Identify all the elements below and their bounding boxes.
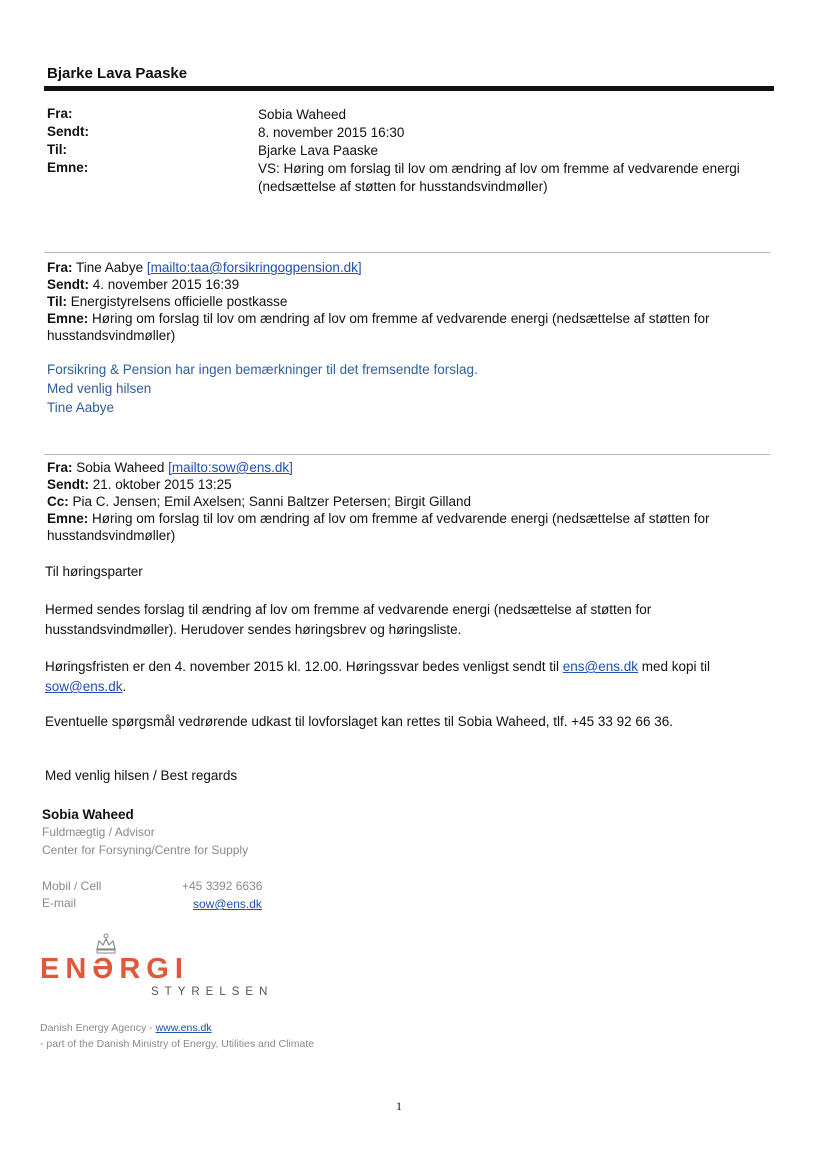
cc-value: Pia C. Jensen; Emil Axelsen; Sanni Baltzer Petersen; Birgit Gilland	[72, 494, 471, 509]
from-label: Fra:	[47, 460, 73, 475]
paragraph-2	[45, 657, 775, 697]
agency-text: Danish Energy Agency -	[40, 1022, 156, 1034]
greeting: Til høringsparter	[45, 564, 143, 579]
mailto-link[interactable]: [mailto:sow@ens.dk]	[168, 460, 293, 475]
energistyrelsen-logo-word: ENƏRGI	[40, 953, 189, 985]
to-label: Til:	[47, 142, 67, 157]
closing: Med venlig hilsen / Best regards	[45, 768, 238, 783]
subject-value: Høring om forslag til lov om ændring af lov om fremme af vedvarende energi (nedsættelse af støtten for husstandsvindmøller)	[47, 311, 710, 343]
subject-label: Emne:	[47, 511, 89, 526]
subject-value: Høring om forslag til lov om ændring af lov om fremme af vedvarende energi (nedsættelse af støtten for husstandsvindmøller)	[47, 511, 710, 543]
header-rule	[44, 86, 774, 91]
signature-title: Fuldmægtig / Advisor	[42, 825, 155, 839]
paragraph-2-text: med kopi til	[638, 659, 711, 674]
ens-email-link[interactable]: ens@ens.dk	[562, 659, 639, 674]
signature-name: Sobia Waheed	[42, 807, 134, 822]
message-separator	[44, 252, 770, 253]
mailto-link[interactable]: [mailto:taa@forsikringogpension.dk]	[146, 260, 362, 275]
sent-label: Sendt:	[47, 277, 89, 292]
signature-email-link[interactable]: sow@ens.dk	[193, 897, 262, 911]
to-value: Bjarke Lava Paaske	[258, 143, 379, 158]
ens-website-link[interactable]: www.ens.dk	[155, 1022, 212, 1034]
sent-value: 4. november 2015 16:39	[92, 277, 240, 292]
message-separator	[44, 454, 770, 455]
subject-label: Emne:	[47, 311, 89, 326]
page-number: 1	[396, 1099, 402, 1113]
email-label: E-mail	[42, 896, 77, 910]
signature-department: Center for Forsyning/Centre for Supply	[42, 843, 249, 857]
subject-value: VS: Høring om forslag til lov om ændring af lov om fremme af vedvarende energi (nedsættelse af støtten for husstandsvindmøller)	[258, 161, 740, 194]
body-line: Forsikring & Pension har ingen bemærkninger til det fremsendte forslag.	[47, 362, 478, 377]
to-value: Energistyrelsens officielle postkasse	[70, 294, 288, 309]
paragraph-1: Hermed sendes forslag til ændring af lov om fremme af vedvarende energi (nedsættelse af støtten for husstandsvindmøller). Herudover sendes høringsbrev og høringsliste.	[45, 602, 652, 637]
subject-label: Emne:	[47, 160, 89, 175]
sent-label: Sendt:	[47, 124, 89, 139]
to-label: Til:	[47, 294, 67, 309]
paragraph-3: Eventuelle spørgsmål vedrørende udkast til lovforslaget kan rettes til Sobia Waheed, tlf. +45 33 92 66 36.	[45, 714, 673, 729]
message-2-headers	[47, 459, 767, 544]
sent-label: Sendt:	[47, 477, 89, 492]
paragraph-2-text: .	[122, 679, 127, 694]
from-name: Tine Aabye	[76, 260, 144, 275]
cc-label: Cc:	[47, 494, 69, 509]
from-value: Sobia Waheed	[258, 107, 347, 122]
from-label: Fra:	[47, 106, 73, 121]
body-line: Med venlig hilsen	[47, 381, 152, 396]
ministry-line: - part of the Danish Ministry of Energy, Utilities and Climate	[40, 1038, 315, 1050]
document-owner-name: Bjarke Lava Paaske	[47, 65, 188, 82]
body-line: Tine Aabye	[47, 400, 115, 415]
from-label: Fra:	[47, 260, 73, 275]
sow-email-link[interactable]: sow@ens.dk	[45, 679, 123, 694]
energistyrelsen-logo-sub: STYRELSEN	[151, 986, 274, 998]
agency-line	[40, 1020, 212, 1036]
sent-value: 8. november 2015 16:30	[258, 125, 405, 140]
sent-value: 21. oktober 2015 13:25	[92, 477, 232, 492]
message-1-headers	[47, 259, 767, 344]
from-name: Sobia Waheed	[76, 460, 165, 475]
message-1-body	[47, 360, 767, 417]
mobile-label: Mobil / Cell	[42, 879, 102, 893]
paragraph-2-text: Høringsfristen er den 4. november 2015 kl. 12.00. Høringssvar bedes venligst sendt til	[45, 659, 563, 674]
mobile-number: +45 3392 6636	[182, 879, 263, 893]
